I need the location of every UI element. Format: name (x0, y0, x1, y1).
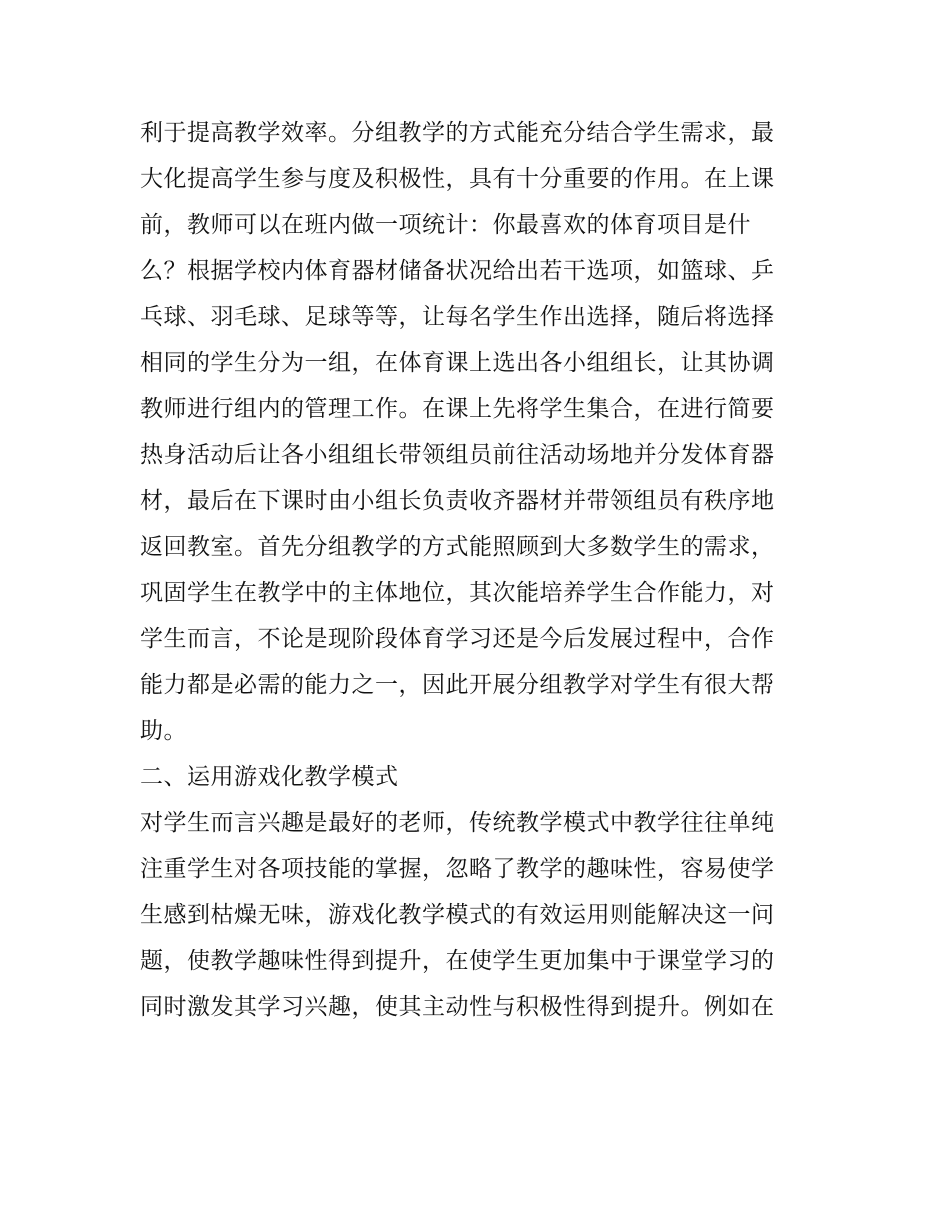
text-line: 巩固学生在教学中的主体地位，其次能培养学生合作能力，对 (140, 580, 775, 606)
text-line: 学生而言，不论是现阶段体育学习还是今后发展过程中，合作 (140, 626, 775, 652)
text-line: 相同的学生分为一组，在体育课上选出各小组组长，让其协调 (140, 350, 775, 376)
text-line: 乓球、羽毛球、足球等等，让每名学生作出选择，随后将选择 (140, 304, 775, 330)
text-line: 对学生而言兴趣是最好的老师，传统教学模式中教学往往单纯 (140, 810, 775, 836)
text-line: 同时激发其学习兴趣，使其主动性与积极性得到提升。例如在 (140, 994, 775, 1020)
text-line: 利于提高教学效率。分组教学的方式能充分结合学生需求，最 (140, 120, 775, 146)
section-heading: 二、运用游戏化教学模式 (140, 764, 399, 790)
text-line: 前，教师可以在班内做一项统计：你最喜欢的体育项目是什 (140, 212, 751, 238)
text-line: 教师进行组内的管理工作。在课上先将学生集合，在进行简要 (140, 396, 775, 422)
text-line: 能力都是必需的能力之一，因此开展分组教学对学生有很大帮 (140, 672, 775, 698)
text-line: 生感到枯燥无味，游戏化教学模式的有效运用则能解决这一问 (140, 902, 775, 928)
text-line: 题，使教学趣味性得到提升，在使学生更加集中于课堂学习的 (140, 948, 775, 974)
document-body (140, 110, 820, 1030)
text-line: 大化提高学生参与度及积极性，具有十分重要的作用。在上课 (140, 166, 775, 192)
text-line: 注重学生对各项技能的掌握，忽略了教学的趣味性，容易使学 (140, 856, 775, 882)
text-line: 返回教室。首先分组教学的方式能照顾到大多数学生的需求， (140, 534, 775, 560)
text-line: 么？根据学校内体育器材储备状况给出若干选项，如篮球、乒 (140, 258, 775, 284)
text-line: 热身活动后让各小组组长带领组员前往活动场地并分发体育器 (140, 442, 775, 468)
text-line: 助。 (140, 718, 187, 744)
text-line: 材，最后在下课时由小组长负责收齐器材并带领组员有秩序地 (140, 488, 775, 514)
